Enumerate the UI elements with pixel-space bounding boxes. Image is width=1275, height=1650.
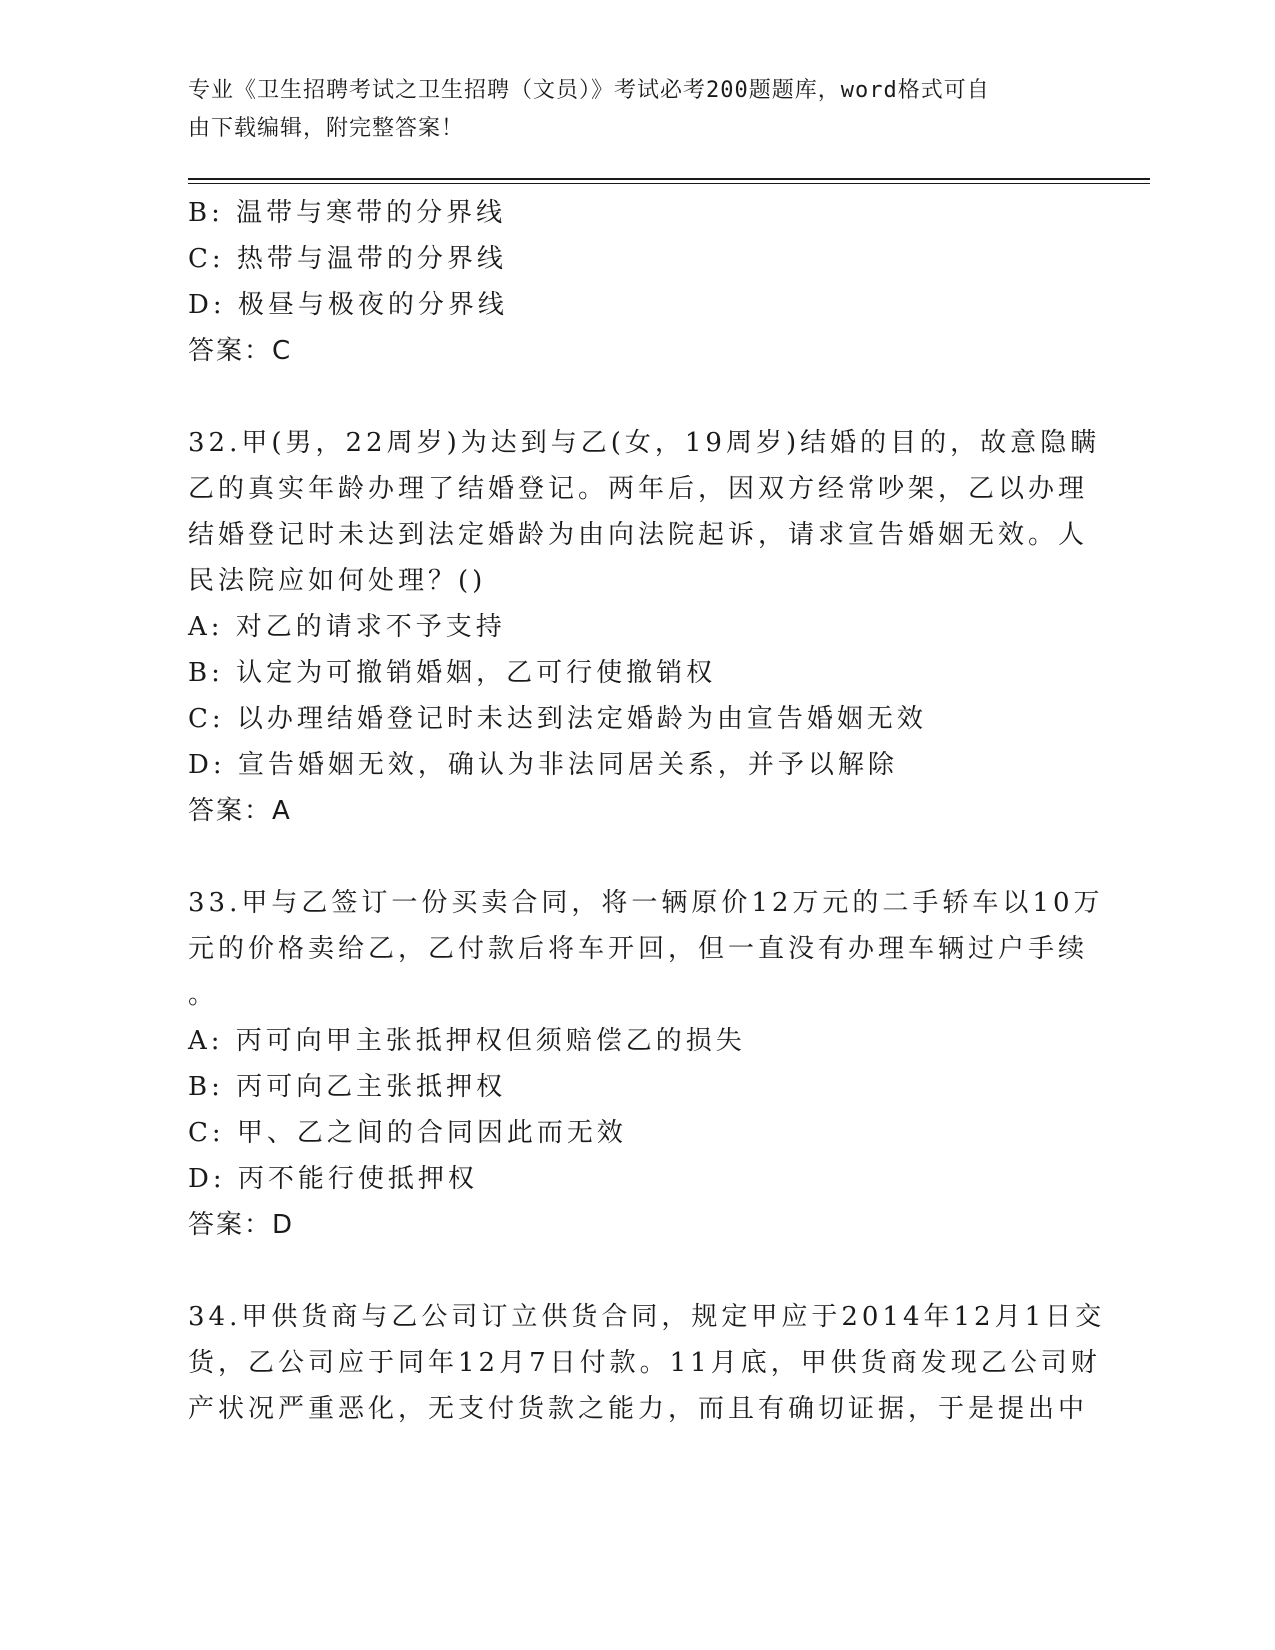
option-a: A: 丙可向甲主张抵押权但须赔偿乙的损失	[188, 1026, 746, 1056]
option-b: B: 认定为可撤销婚姻，乙可行使撤销权	[188, 658, 717, 688]
header-line-2: 由下载编辑，附完整答案！	[188, 116, 465, 141]
question-text-line: 34.甲供货商与乙公司订立供货合同，规定甲应于2014年12月1日交	[188, 1302, 1106, 1332]
question-text-line: 。	[188, 980, 219, 1010]
document-page	[188, 0, 1148, 1650]
question-text-line: 33.甲与乙签订一份买卖合同，将一辆原价12万元的二手轿车以10万	[188, 888, 1104, 918]
answer: 答案：C	[188, 336, 293, 366]
option-c: C: 甲、乙之间的合同因此而无效	[188, 1118, 627, 1148]
spacer	[188, 374, 1088, 420]
answer: 答案：A	[188, 796, 292, 826]
question-31	[188, 190, 1088, 374]
question-text-line: 元的价格卖给乙，乙付款后将车开回，但一直没有办理车辆过户手续	[188, 934, 1089, 964]
option-d: D: 丙不能行使抵押权	[188, 1164, 478, 1194]
option-b: B: 温带与寒带的分界线	[188, 198, 507, 228]
question-text-line: 产状况严重恶化，无支付货款之能力，而且有确切证据，于是提出中	[188, 1394, 1089, 1424]
option-c: C: 热带与温带的分界线	[188, 244, 507, 274]
option-d: D: 极昼与极夜的分界线	[188, 290, 508, 320]
option-a: A: 对乙的请求不予支持	[188, 612, 506, 642]
header-line-1: 专业《卫生招聘考试之卫生招聘（文员）》考试必考200题题库，word格式可自	[188, 78, 990, 103]
question-text-line: 结婚登记时未达到法定婚龄为由向法院起诉，请求宣告婚姻无效。人	[188, 520, 1089, 550]
question-text-line: 32.甲(男，22周岁)为达到与乙(女，19周岁)结婚的目的，故意隐瞒	[188, 428, 1101, 458]
spacer	[188, 1248, 1088, 1294]
option-d: D: 宣告婚姻无效，确认为非法同居关系，并予以解除	[188, 750, 898, 780]
question-text-line: 乙的真实年龄办理了结婚登记。两年后，因双方经常吵架，乙以办理	[188, 474, 1089, 504]
option-c: C: 以办理结婚登记时未达到法定婚龄为由宣告婚姻无效	[188, 704, 927, 734]
answer: 答案：D	[188, 1210, 295, 1240]
question-32	[188, 420, 1101, 834]
question-33	[188, 880, 1104, 1248]
spacer	[188, 834, 1088, 880]
document-header	[188, 72, 1088, 148]
question-text-line: 民法院应如何处理？()	[188, 566, 487, 596]
option-b: B: 丙可向乙主张抵押权	[188, 1072, 507, 1102]
question-text-line: 货，乙公司应于同年12月7日付款。11月底，甲供货商发现乙公司财	[188, 1348, 1101, 1378]
document-content	[188, 190, 1106, 1432]
question-34	[188, 1294, 1106, 1432]
header-divider	[188, 178, 1150, 184]
